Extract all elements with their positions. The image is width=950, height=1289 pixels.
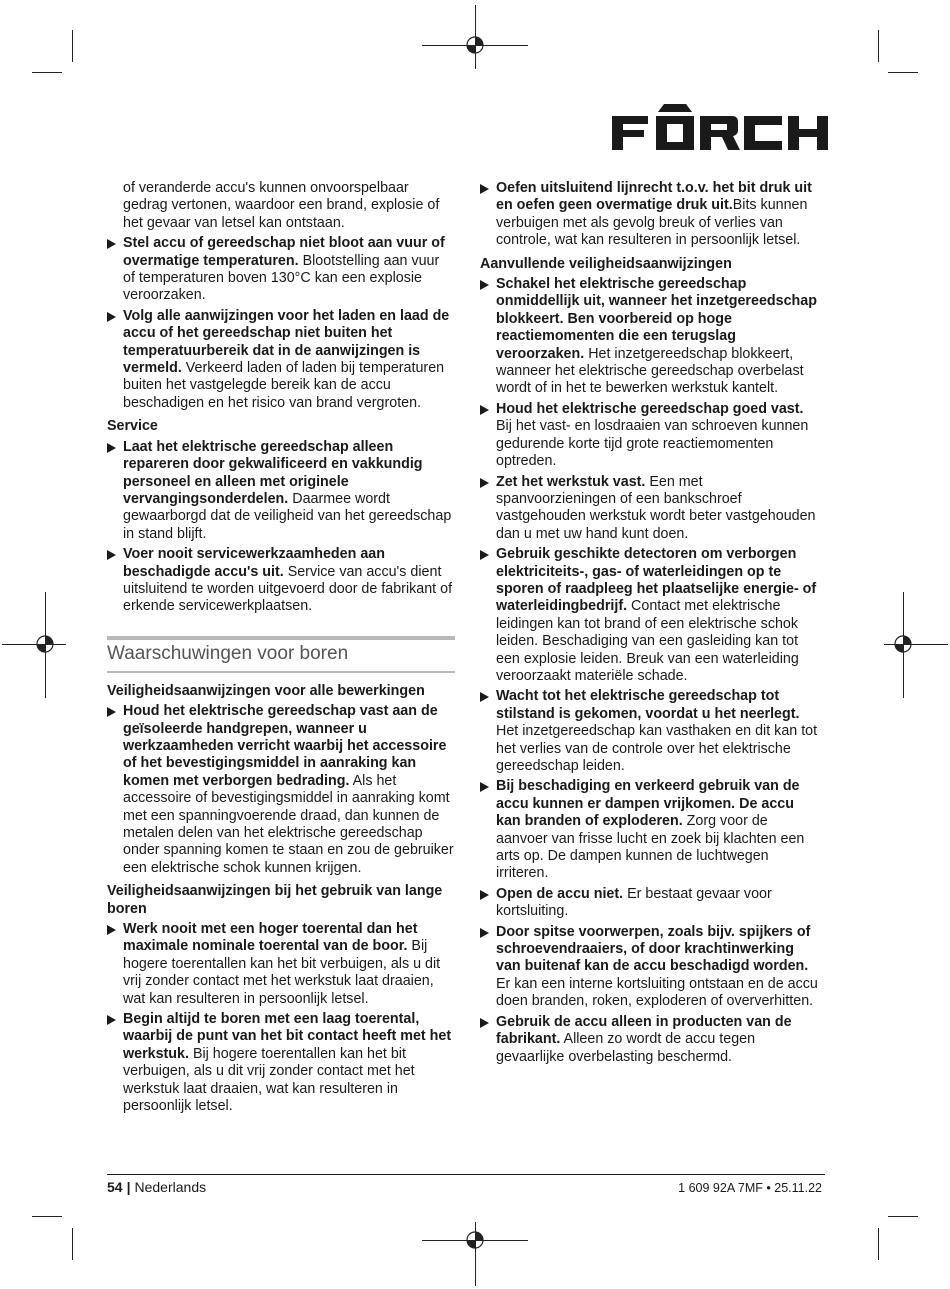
list-item: [480, 546, 822, 685]
item-text: Alleen zo wordt de accu tegen gevaarlijke overbelasting beschermd.: [496, 1031, 756, 1065]
item-bold: Gebruik geschikte detectoren om verborgen elektriciteits-, gas- of waterleidingen op te sporen of raadpleeg het plaatselijke energie- of waterleidingbedrijf.: [496, 546, 817, 615]
item-bold: Houd het elektrische gereedschap goed vast.: [496, 400, 804, 417]
item-bold: Volg alle aanwijzingen voor het laden en laad de accu of het gereedschap niet buiten het temperatuurbereik dat in de aanwijzingen is vermeld.: [123, 307, 450, 377]
item-bold: Gebruik de accu alleen in producten van de fabrikant.: [496, 1013, 792, 1048]
subheading: Veiligheidsaanwijzingen bij het gebruik van lange boren: [107, 883, 443, 917]
item-text: Het inzetgereedschap kan vasthaken en dit kan tot het verlies van de controle over het elektrische gereedschap leiden.: [496, 723, 818, 774]
item-text: Verkeerd laden of laden bij temperaturen buiten het vastgelegde bereik kan de accu beschadigen en het risico van brand vergroten.: [123, 360, 445, 411]
registration-target-icon: [892, 633, 914, 655]
item-bold: Laat het elektrische gereedschap alleen repareren door gekwalificeerd en vakkundig personeel en alleen met originele vervangingsonderdelen.: [123, 438, 423, 507]
bullet-arrow-icon: [107, 925, 116, 935]
item-bold: Bij beschadiging en verkeerd gebruik van de accu kunnen er dampen vrijkomen. De accu kan branden of exploderen.: [496, 778, 800, 830]
registration-target-icon: [464, 1229, 486, 1251]
item-bold: Schakel het elektrische gereedschap onmiddellijk uit, wanneer het inzetgereedschap blokkeert. Ben voorbereid op hoge reactiemomenten die een terugslag veroorzaken.: [496, 276, 817, 362]
list-item: [480, 401, 822, 471]
crop-mark: [32, 1216, 62, 1217]
crop-mark: [888, 72, 918, 73]
list-item: [480, 1014, 822, 1066]
item-text: Er bestaat gevaar voor kortsluiting.: [496, 885, 772, 920]
footer-language: Nederlands: [134, 1179, 207, 1195]
registration-target-icon: [34, 633, 56, 655]
bullet-arrow-icon: [480, 1018, 489, 1028]
item-text: Een met spanvoorzieningen of een bankschroef vastgehouden werkstuk wordt beter vastgehouden dan u met uw hand kunt doen.: [496, 473, 816, 542]
service-heading: Service: [107, 418, 158, 435]
bullet-arrow-icon: [107, 443, 116, 453]
bullet-arrow-icon: [107, 707, 116, 717]
registration-target-icon: [464, 34, 486, 56]
item-text: Het inzetgereedschap blokkeert, wanneer het elektrische gereedschap overbelast wordt of in het te bewerken werkstuk kantelt.: [496, 345, 804, 397]
bullet-arrow-icon: [107, 312, 116, 322]
list-item: [480, 924, 822, 1011]
bullet-arrow-icon: [107, 1015, 116, 1025]
bullet-arrow-icon: [107, 550, 116, 560]
item-text: Daarmee wordt gewaarborgd dat de veiligheid van het gereedschap in stand blijft.: [123, 490, 452, 542]
bullet-arrow-icon: [480, 184, 489, 194]
item-bold: Werk nooit met een hoger toerental dan het maximale nominale toerental van de boor.: [123, 921, 418, 955]
footer-rule: [107, 1174, 825, 1175]
bullet-arrow-icon: [480, 890, 489, 900]
list-item: [480, 778, 822, 882]
right-column: [480, 180, 822, 1069]
bullet-arrow-icon: [480, 928, 489, 938]
item-bold: Zet het werkstuk vast.: [496, 473, 646, 490]
item-text: Als het accessoire of bevestigingsmiddel in aanraking komt met een spanningvoerende draad, dan kunnen de metalen delen van het elektrische gereedschap onder spanning komen te staan en zou de gebruiker een elektrische schok kunnen krijgen.: [123, 772, 454, 876]
item-bold: Houd het elektrische gereedschap vast aan de geïsoleerde handgrepen, wanneer u werkzaamheden verricht waarbij het accessoire of het bevestigingsmiddel in aanraking kan komen met verborgen bedrading.: [123, 703, 447, 789]
list-item: [480, 688, 822, 775]
list-item: [107, 1011, 455, 1115]
crop-mark: [878, 1228, 879, 1260]
item-text: Bij hogere toerentallen kan het bit verbuigen, als u dit vrij zonder contact met het werkstuk laat draaien, wat kan resulteren in persoonlijk letsel.: [123, 1045, 415, 1115]
item-text: Er kan een interne kortsluiting ontstaan en de accu doen branden, roken, exploderen of oververhitten.: [496, 975, 818, 1010]
bullet-arrow-icon: [480, 280, 489, 290]
bullet-arrow-icon: [480, 782, 489, 792]
footer-left: [107, 1179, 206, 1195]
item-text: Blootstelling aan vuur of temperaturen boven 130°C kan een explosie veroorzaken.: [123, 252, 440, 304]
footer-separator: |: [126, 1179, 131, 1195]
crop-mark: [72, 1228, 73, 1260]
section-title: Waarschuwingen voor boren: [107, 636, 455, 673]
bullet-arrow-icon: [480, 550, 489, 560]
left-column: [107, 180, 455, 1119]
forch-logo: [612, 100, 828, 152]
subheading: Aanvullende veiligheidsaanwijzingen: [480, 255, 732, 272]
crop-mark: [878, 30, 879, 62]
list-item: [107, 703, 455, 877]
item-bold: Stel accu of gereedschap niet bloot aan vuur of overmatige temperaturen.: [123, 235, 445, 269]
page-number: 54: [107, 1179, 123, 1195]
item-text: Contact met elektrische leidingen kan tot brand of een elektrische schok leiden. Beschadiging van een gasleiding kan tot een explosie leiden. Breuk van een waterleiding veroorzaakt materiële schade.: [496, 598, 799, 684]
item-text: Zorg voor de aanvoer van frisse lucht en zoek bij klachten een arts op. De dampen kunnen de luchtwegen irriteren.: [496, 813, 805, 882]
list-item: [480, 180, 822, 250]
bullet-arrow-icon: [480, 478, 489, 488]
list-item: [480, 276, 822, 398]
item-text: Bij hogere toerentallen kan het bit verbuigen, als u dit vrij zonder contact met het werkstuk laat draaien, wat kan resulteren in persoonlijk letsel.: [123, 938, 441, 1007]
bullet-arrow-icon: [480, 405, 489, 415]
item-text: Bits kunnen verbuigen met als gevolg breuk of verlies van controle, wat kan resulteren in persoonlijk letsel.: [496, 197, 808, 249]
list-item: [107, 235, 455, 305]
crop-mark: [888, 1216, 918, 1217]
list-item: [107, 921, 455, 1008]
list-item: [480, 886, 822, 921]
crop-mark: [32, 72, 62, 73]
item-bold: Open de accu niet.: [496, 885, 624, 902]
item-bold: Oefen uitsluitend lijnrecht t.o.v. het bit druk uit en oefen geen overmatige druk uit.: [496, 180, 812, 214]
item-text: Service van accu's dient uitsluitend te worden uitgevoerd door de fabrikant of erkende servicewerkplaatsen.: [123, 563, 453, 615]
footer-doc-code: 1 609 92A 7MF • 25.11.22: [678, 1181, 822, 1195]
list-item: [107, 546, 455, 616]
list-item: [480, 474, 822, 544]
bullet-arrow-icon: [480, 692, 489, 702]
item-text: Bij het vast- en losdraaien van schroeven kunnen gedurende korte tijd grote reactiemomenten optreden.: [496, 418, 809, 470]
item-bold: Voer nooit servicewerkzaamheden aan beschadigde accu's uit.: [123, 546, 385, 580]
item-bold: Wacht tot het elektrische gereedschap tot stilstand is gekomen, voordat u het neerlegt.: [496, 688, 800, 722]
list-item: [107, 439, 455, 543]
item-bold: Door spitse voorwerpen, zoals bijv. spijkers of schroevendraaiers, of door krachtinwerking van buitenaf kan de accu beschadigd worden.: [496, 923, 811, 975]
list-item: [107, 308, 455, 412]
crop-mark: [72, 30, 73, 62]
item-bold: Begin altijd te boren met een laag toerental, waarbij de punt van het bit contact heeft met het werkstuk.: [123, 1011, 452, 1062]
subheading: Veiligheidsaanwijzingen voor alle bewerkingen: [107, 682, 425, 699]
bullet-arrow-icon: [107, 239, 116, 249]
intro-paragraph: of veranderde accu's kunnen onvoorspelbaar gedrag vertonen, waardoor een brand, explosie of het gevaar van letsel kan ontstaan.: [123, 180, 440, 231]
